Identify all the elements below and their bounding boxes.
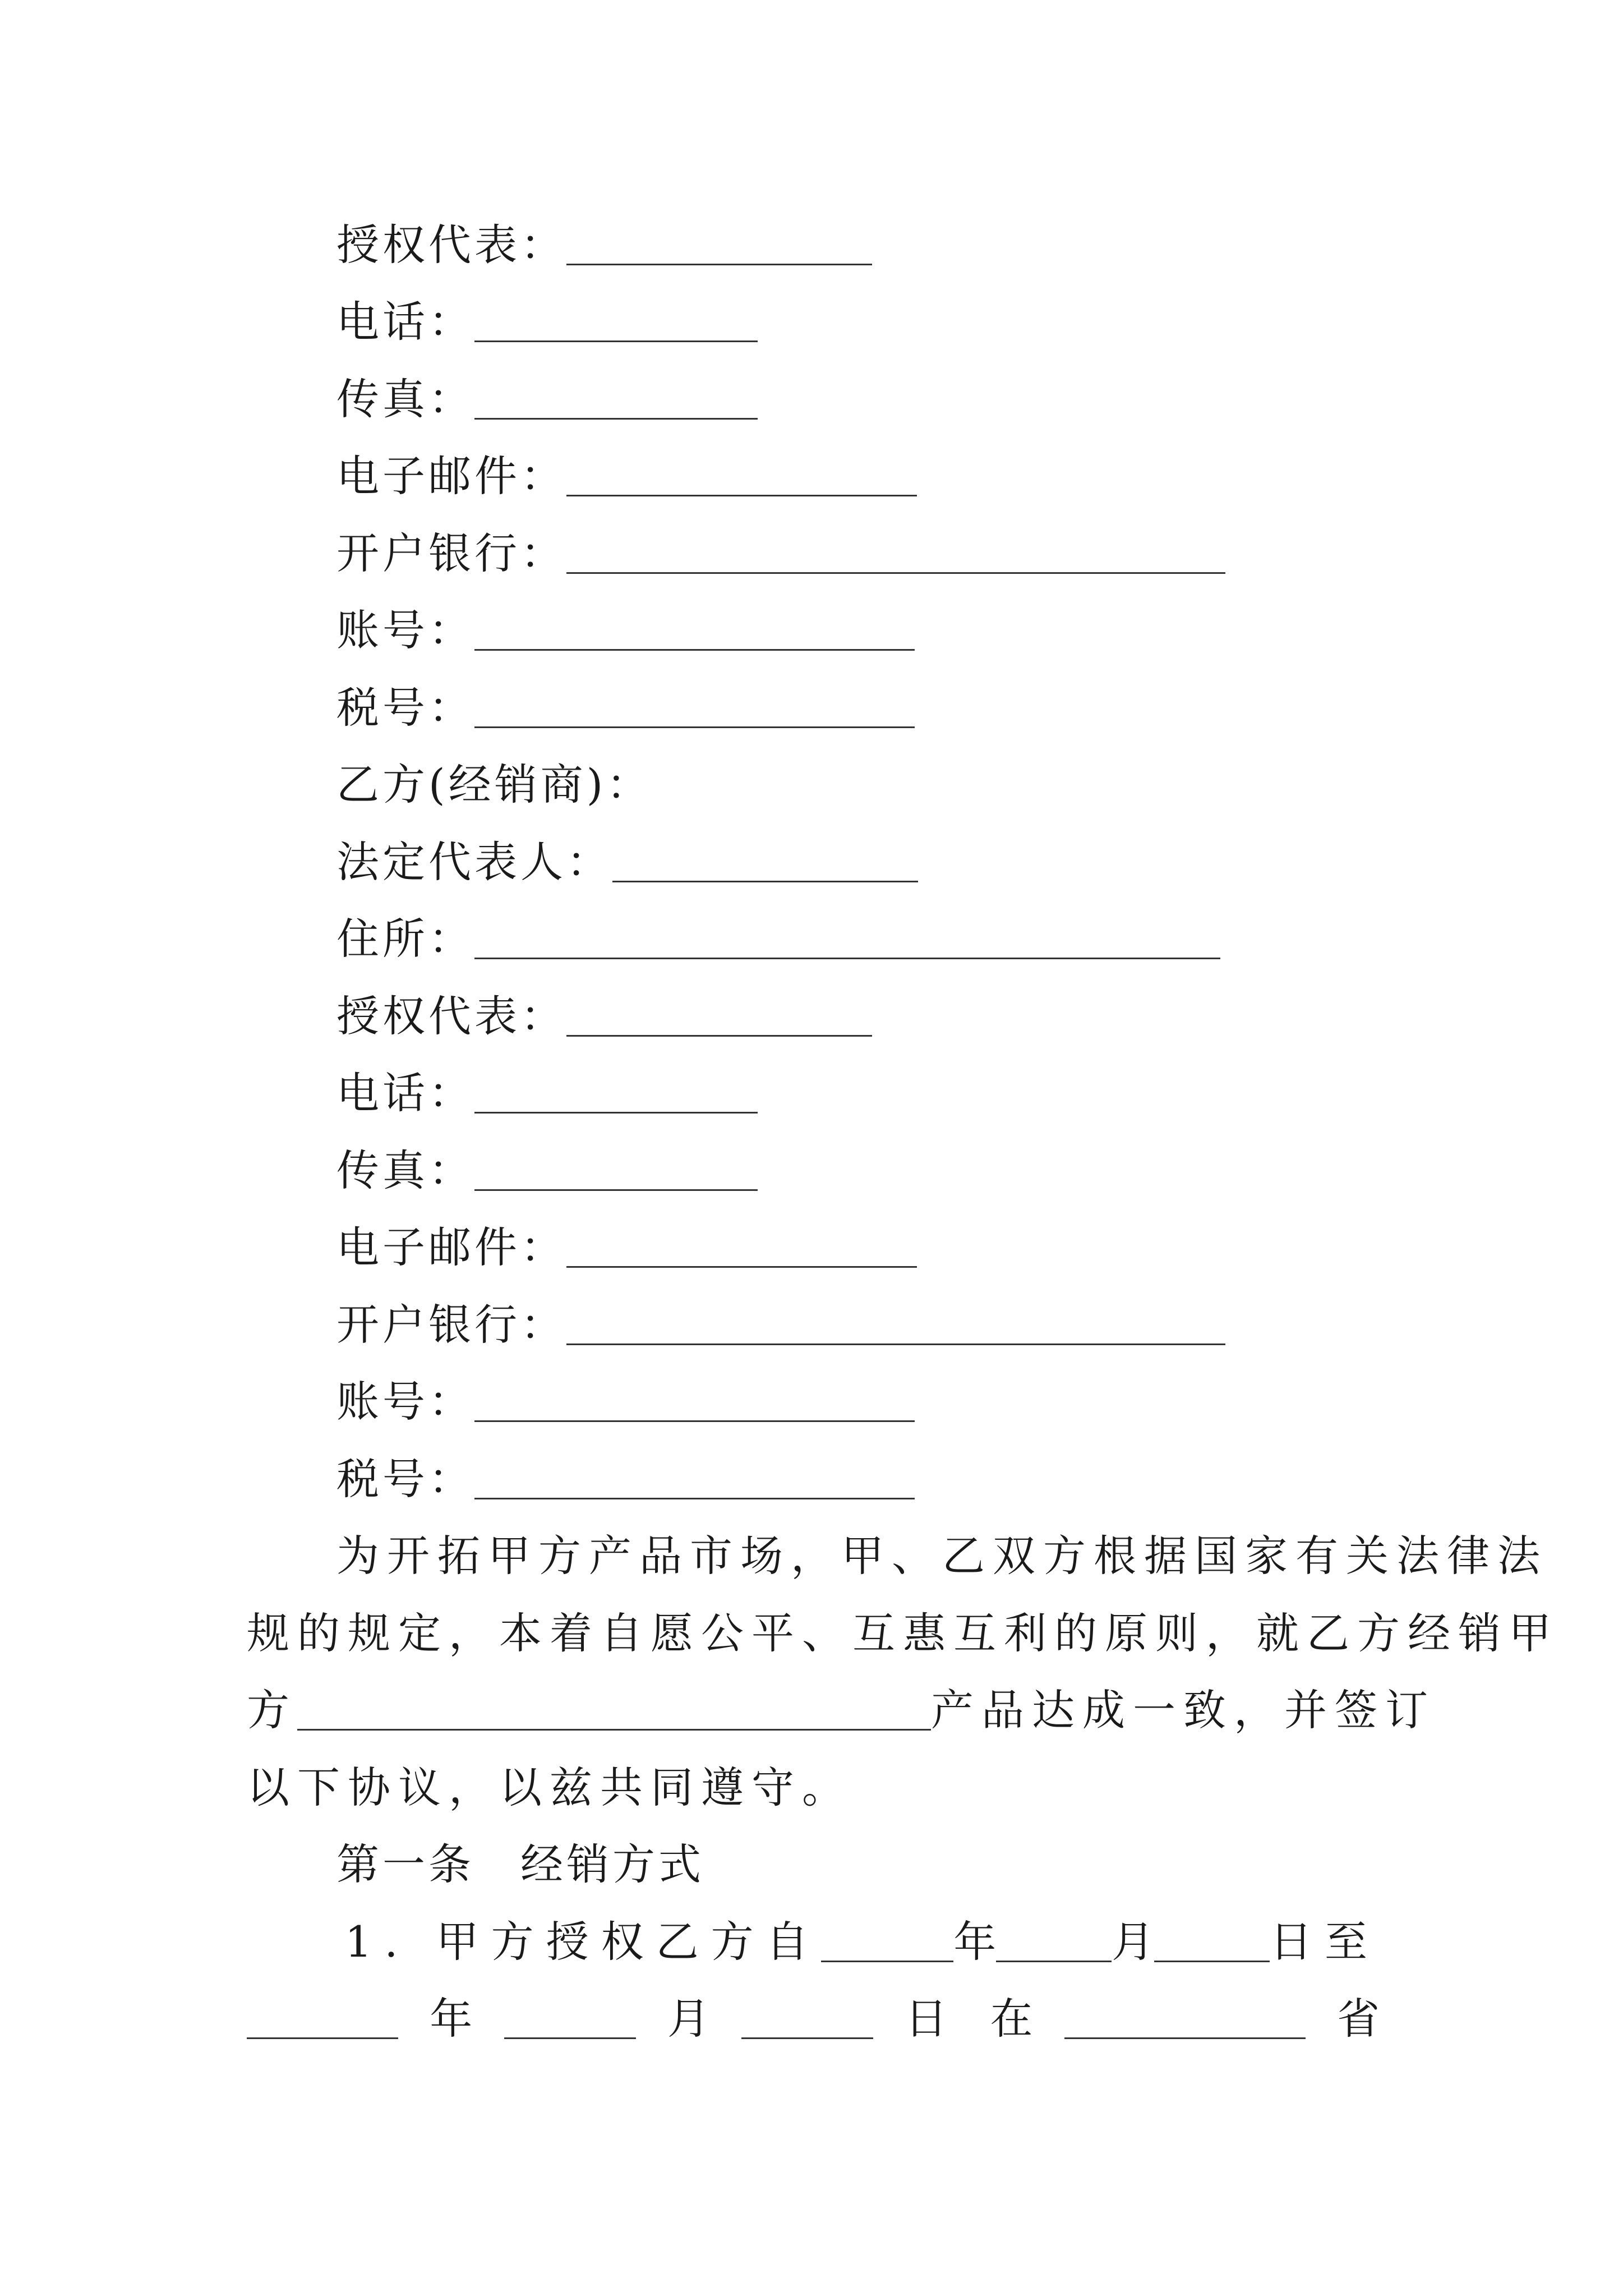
paragraph-text: 规的规定，本着自愿公平、互惠互利的原则，就乙方经销甲 (247, 1608, 1559, 1658)
preamble-line-3 (247, 1676, 1436, 1737)
party-a-fax-row (336, 365, 758, 426)
fill-blank[interactable] (474, 924, 1220, 959)
paragraph-text: 为开拓甲方产品市场，甲、乙双方根据国家有关法律法 (336, 1531, 1548, 1581)
field-label: 税号： (336, 683, 474, 733)
item-text: 1. 甲方授权乙方自 (345, 1917, 821, 1967)
field-label: 授权代表： (336, 220, 566, 270)
paragraph-text: 以下协议，以兹共同遵守。 (247, 1763, 852, 1812)
field-label: 开户银行： (336, 528, 566, 578)
party-b-authorized-rep-row (336, 982, 872, 1043)
article-1-item-1-row-1 (345, 1907, 1380, 1969)
end-day-blank[interactable] (741, 2004, 873, 2039)
fill-blank[interactable] (474, 1387, 915, 1422)
start-year-blank[interactable] (821, 1927, 954, 1962)
day-in-label: 日 在 (905, 1994, 1033, 2044)
fill-blank[interactable] (474, 307, 758, 342)
party-a-phone-row (336, 287, 758, 349)
party-b-legal-rep-row (336, 827, 918, 889)
party-a-authorized-rep-row (336, 210, 872, 272)
product-blank[interactable] (297, 1695, 931, 1731)
article-heading: 第一条 经销方式 (336, 1839, 704, 1889)
party-b-address-row (336, 904, 1220, 966)
year-label: 年 (953, 1917, 997, 1967)
fill-blank[interactable] (566, 539, 1225, 574)
party-b-heading (336, 750, 652, 812)
end-month-blank[interactable] (504, 2004, 636, 2039)
article-1-title (336, 1830, 704, 1892)
party-b-account-row (336, 1367, 915, 1429)
party-a-tax-row (336, 673, 915, 735)
field-label: 电话： (336, 1068, 474, 1118)
preamble-line-2 (247, 1599, 1559, 1660)
field-label: 电子邮件： (336, 451, 566, 501)
field-label: 税号： (336, 1454, 474, 1504)
fill-blank[interactable] (474, 1464, 915, 1499)
province-blank[interactable] (1064, 2004, 1306, 2039)
preamble-line-1 (336, 1521, 1548, 1583)
end-year-blank[interactable] (247, 2004, 398, 2039)
fill-blank[interactable] (474, 693, 915, 728)
party-b-email-row (336, 1213, 917, 1274)
fill-blank[interactable] (612, 847, 918, 882)
fill-blank[interactable] (566, 1001, 872, 1037)
article-1-item-1-row-2 (247, 1984, 1380, 2046)
start-month-blank[interactable] (996, 1927, 1112, 1962)
fill-blank[interactable] (474, 384, 758, 420)
section-heading: 乙方(经销商)： (336, 760, 653, 809)
field-label: 授权代表： (336, 991, 566, 1041)
party-b-bank-row (336, 1290, 1225, 1352)
paragraph-text: 方 (247, 1685, 297, 1735)
field-label: 账号： (336, 1377, 474, 1427)
preamble-line-4 (247, 1753, 852, 1815)
party-b-phone-row (336, 1059, 758, 1120)
fill-blank[interactable] (566, 1232, 917, 1268)
fill-blank[interactable] (566, 1310, 1225, 1345)
paragraph-text: 产品达成一致，并签订 (931, 1685, 1436, 1735)
field-label: 电子邮件： (336, 1222, 566, 1272)
field-label: 传真： (336, 1145, 474, 1195)
field-label: 传真： (336, 374, 474, 424)
month-label: 月 (667, 1994, 710, 2044)
start-day-blank[interactable] (1154, 1927, 1270, 1962)
party-a-account-row (336, 596, 915, 657)
province-label: 省 (1336, 1994, 1380, 2044)
field-label: 住所： (336, 914, 474, 964)
fill-blank[interactable] (566, 461, 917, 496)
field-label: 账号： (336, 605, 474, 655)
fill-blank[interactable] (474, 615, 915, 651)
month-label: 月 (1112, 1917, 1155, 1967)
fill-blank[interactable] (566, 230, 872, 265)
year-label: 年 (430, 1994, 473, 2044)
field-label: 法定代表人： (336, 837, 612, 887)
fill-blank[interactable] (474, 1156, 758, 1191)
party-b-tax-row (336, 1444, 915, 1506)
party-b-fax-row (336, 1136, 758, 1198)
party-a-bank-row (336, 519, 1225, 581)
field-label: 开户银行： (336, 1300, 566, 1350)
party-a-email-row (336, 441, 917, 503)
fill-blank[interactable] (474, 1078, 758, 1114)
field-label: 电话： (336, 297, 474, 347)
day-to-label: 日至 (1270, 1917, 1380, 1967)
